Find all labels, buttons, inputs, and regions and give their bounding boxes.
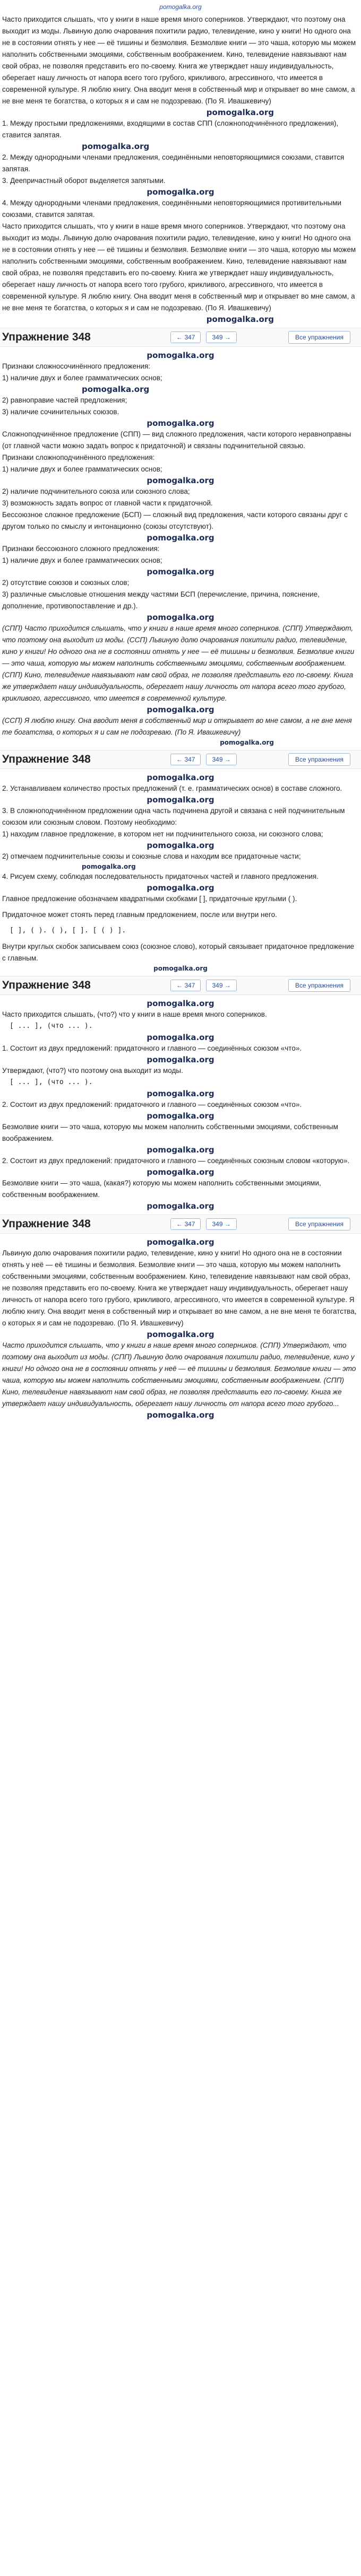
- paragraph: Придаточное может стоять перед главным предложением, после или внутри него.: [2, 911, 277, 919]
- paragraph: Главное предложение обозначаем квадратными скобками [ ], придаточные круглыми ( ).: [2, 895, 297, 903]
- paragraph: 4. Между однородными членами предложения, соединёнными неповторяющимися противительными союзами, ставится запятая.: [2, 199, 342, 219]
- watermark: pomogalka.org: [147, 533, 214, 543]
- watermark: pomogalka.org: [147, 351, 214, 360]
- paragraph: Признаки сложноподчинённого предложения:: [2, 453, 155, 461]
- scheme: [ ... ], (что ... ).: [10, 1022, 93, 1030]
- paragraph: (СПП) Часто приходится слышать, что у книги в наше время много соперников. (СПП) Утверждают, что поэтому она выходит из моды. (ССП) Львиную долю очарования похитили радио, телевидение, кино у книги! Но одного она не в состоянии отнять у нее — её тишины и безмолвия. Безмолвие книги — это чаша, которую мы можем наполнить собственными эмоциями, собственным воображением. (СПП) Кино, телевидение навязывают нам свой образ, не позволяя представить его по-своему. Книга же утверждает нашу индивидуальность, оберегает нашу личность от напора всего того грубого, крикливого, агрессивного, что имеется в современной культуре.: [2, 624, 355, 702]
- list-item: 3) наличие сочинительных союзов.: [2, 408, 119, 416]
- list-item: 2) наличие подчинительного союза или союзного слова;: [2, 487, 190, 495]
- watermark: pomogalka.org: [147, 187, 214, 197]
- section-analysis: [0, 998, 361, 1211]
- prev-exercise-button[interactable]: ← 347: [170, 754, 201, 765]
- exercise-title: Упражнение 348: [2, 1218, 91, 1230]
- paragraph: Признаки бессоюзного сложного предложения:: [2, 545, 160, 553]
- paragraph: 2. Состоит из двух предложений: придаточного и главного — соединённых союзом «что».: [2, 1101, 302, 1108]
- next-exercise-button[interactable]: 349 →: [206, 980, 236, 991]
- paragraph: Безмолвие книги — это чаша, (какая?) которую мы можем наполнить собственными эмоциями, собственным воображением.: [2, 1179, 321, 1199]
- watermark: pomogalka.org: [220, 739, 274, 746]
- paragraph: Львиную долю очарования похитили радио, телевидение, кино у книги! Но одного она не в состоянии отнять у неё — её тишины и безмолвия. Безмолвие книги — это чаша, которую мы можем наполнить собственными эмоциями, собственным воображением. Кино, телевидение навязывают нам свой образ, не позволяя представить его по-своему. Книга же утверждает нашу индивидуальность, оберегает нашу личность от напора всего того грубого, крикливого, агрессивного, что имеется в современной культуре. Я люблю книгу. Она вводит меня в собственный мир и открывает во мне самом, а не вне меня те богатства, о которых я и сам не подозреваю. (По Я. Ивашкевичу): [2, 1249, 357, 1327]
- list-item: 2) отмечаем подчинительные союзы и союзные слова и находим все придаточные части;: [2, 852, 301, 860]
- paragraph: Признаки сложносочинённого предложения:: [2, 362, 151, 370]
- paragraph: Безмолвие книги — это чаша, которую мы можем наполнить собственными эмоциями, собственным воображением.: [2, 1123, 338, 1142]
- paragraph: 2. Между однородными членами предложения, соединёнными неповторяющимися союзами, ставится запятая.: [2, 153, 345, 173]
- watermark: pomogalka.org: [147, 476, 214, 485]
- watermark: pomogalka.org: [147, 1330, 214, 1339]
- exercise-title: Упражнение 348: [2, 979, 91, 991]
- paragraph: Сложноподчинённое предложение (СПП) — вид сложного предложения, части которого неравноправны (от главной части можно задать вопрос к придаточной) и связаны подчинительной связью.: [2, 430, 351, 450]
- paragraph: 4. Рисуем схему, соблюдая последовательность придаточных частей и главного предложения.: [2, 872, 319, 880]
- watermark: pomogalka.org: [82, 863, 136, 870]
- watermark: pomogalka.org: [147, 1201, 214, 1211]
- next-exercise-button[interactable]: 349 →: [206, 1218, 236, 1230]
- watermark: pomogalka.org: [147, 418, 214, 428]
- scheme: [ ... ], (что ... ).: [10, 1078, 93, 1086]
- paragraph: 2. Устанавливаем количество простых предложений (т. е. грамматических основ) в составе сложного.: [2, 784, 342, 792]
- paragraph: 3. В сложноподчинённом предложении одна часть подчинена другой и связана с ней подчинительным союзом или союзным словом. Поэтому необходимо:: [2, 807, 345, 826]
- watermark: pomogalka.org: [147, 705, 214, 714]
- paragraph: 1. Между простыми предложениями, входящими в состав СПП (сложноподчинённого предложения), ставится запятая.: [2, 119, 339, 139]
- list-item: 1) наличие двух и более грамматических основ;: [2, 465, 162, 473]
- watermark: pomogalka.org: [147, 1410, 214, 1420]
- list-item: 1) наличие двух и более грамматических основ;: [2, 556, 162, 564]
- all-exercises-button[interactable]: Все упражнения: [288, 331, 350, 344]
- paragraph: 1. Состоит из двух предложений: придаточного и главного — соединённых союзом «что».: [2, 1044, 302, 1052]
- watermark: pomogalka.org: [147, 773, 214, 782]
- exercise-title: Упражнение 348: [2, 753, 91, 765]
- list-item: 2) отсутствие союзов и союзных слов;: [2, 579, 130, 587]
- watermark: pomogalka.org: [147, 795, 214, 805]
- site-header[interactable]: pomogalka.org: [159, 3, 202, 11]
- paragraph: (ССП) Я люблю книгу. Она вводит меня в собственный мир и открывает во мне самом, а не вне меня те богатства, о которых я и сам не подозреваю. (По Я. Ивашкевичу): [2, 717, 352, 736]
- section-method: [0, 772, 361, 973]
- paragraph: Часто приходится слышать, (что?) что у книги в наше время много соперников.: [2, 1010, 267, 1018]
- watermark: pomogalka.org: [147, 883, 214, 893]
- paragraph: Часто приходится слышать, что у книги в наше время много соперников. Утверждают, что поэтому она выходит из моды. Львиную долю очарования похитили радио, телевидение, кино у книги! Но одного она не в состоянии отнять у нее — её тишины и безмолвия. Безмолвие книги — это чаша, которую мы можем наполнить собственными эмоциями, собственным воображением. Кино, телевидение навязывают нам свой образ, не позволяя представить его по-своему. Книга же утверждает нашу индивидуальность, оберегает нашу личность от напора всего того грубого, крикливого, агрессивного, что имеется в современной культуре. Я люблю книгу. Она вводит меня в собственный мир и открывает во мне самом, а не вне меня те богатства, о которых я и сам не подозреваю. (По Я. Ивашкевичу): [2, 15, 356, 105]
- list-item: 3) возможность задать вопрос от главной части к придаточной.: [2, 499, 213, 507]
- list-item: 3) различные смысловые отношения между частями БСП (перечисление, причина, пояснение, дополнение, противопоставление и др.).: [2, 590, 320, 610]
- prev-exercise-button[interactable]: ← 347: [170, 331, 201, 343]
- watermark: pomogalka.org: [147, 613, 214, 622]
- all-exercises-button[interactable]: Все упражнения: [288, 1218, 350, 1230]
- watermark: pomogalka.org: [82, 385, 150, 394]
- exercise-nav: [0, 328, 361, 347]
- paragraph: 2. Состоит из двух предложений: придаточного и главного — соединённых союзным словом «которую».: [2, 1157, 350, 1165]
- list-item: 1) наличие двух и более грамматических основ;: [2, 374, 162, 382]
- exercise-nav: [0, 750, 361, 769]
- watermark: pomogalka.org: [147, 999, 214, 1008]
- scheme-examples: [ ], ( ). ( ), [ ]. [ ( ) ].: [10, 927, 126, 935]
- nav-arrows: [119, 754, 288, 765]
- watermark: pomogalka.org: [147, 1237, 214, 1247]
- watermark: pomogalka.org: [206, 315, 274, 324]
- list-item: 1) находим главное предложение, в котором нет ни подчинительного союза, ни союзного слова;: [2, 830, 323, 838]
- watermark: pomogalka.org: [147, 1055, 214, 1064]
- watermark: pomogalka.org: [147, 1089, 214, 1098]
- watermark: pomogalka.org: [147, 1145, 214, 1155]
- paragraph: Часто приходится слышать, что у книги в наше время много соперников. Утверждают, что поэтому она выходит из моды. Львиную долю очарования похитили радио, телевидение, кино у книги! Но одного она не в состоянии отнять у нее — её тишины и безмолвия. Безмолвие книги — это чаша, которую мы можем наполнить собственными эмоциями, собственным воображением. Кино, телевидение навязывают нам свой образ, не позволяя представить его по-своему. Книга же утверждает нашу индивидуальность, оберегает нашу личность от напора всего того грубого, крикливого, агрессивного, что имеется в современной культуре. Я люблю книгу. Она вводит меня в собственный мир и открывает во мне самом, а не вне меня те богатства, о которых я и сам не подозреваю. (По Я. Ивашкевичу): [2, 222, 356, 312]
- watermark: pomogalka.org: [147, 1033, 214, 1042]
- next-exercise-button[interactable]: 349 →: [206, 331, 236, 343]
- exercise-nav: [0, 1215, 361, 1234]
- paragraph: Часто приходится слышать, что у книги в наше время много соперников. (СПП) Утверждают, что поэтому она выходит из моды. (СПП) Львиную долю очарования похитили радио, телевидение, кино у книги! Но одного она не в состоянии отнять у неё — её тишины и безмолвия. Безмолвие книги — это чаша, которую мы можем наполнить собственными эмоциями, собственным воображением. (СПП) Кино, телевидение навязывают нам свой образ, не позволяя представить его по-своему. Книга же утверждает нашу индивидуальность, оберегает нашу личность от напора всего того грубого...: [2, 1341, 356, 1408]
- watermark: pomogalka.org: [147, 841, 214, 850]
- next-exercise-button[interactable]: 349 →: [206, 754, 236, 765]
- exercise-title: Упражнение 348: [2, 331, 91, 343]
- section-marked-text: [0, 1237, 361, 1420]
- paragraph: 3. Деепричастный оборот выделяется запятыми.: [2, 177, 166, 185]
- nav-arrows: [119, 331, 288, 343]
- paragraph: Внутри круглых скобок записываем союз (союзное слово), который связывает придаточное предложение с главным.: [2, 942, 355, 962]
- prev-exercise-button[interactable]: ← 347: [170, 980, 201, 991]
- paragraph: Утверждают, (что?) что поэтому она выходит из моды.: [2, 1067, 183, 1075]
- exercise-nav: [0, 976, 361, 995]
- watermark: pomogalka.org: [82, 142, 150, 151]
- watermark: pomogalka.org: [153, 965, 208, 972]
- nav-arrows: [119, 1218, 288, 1230]
- watermark: pomogalka.org: [147, 567, 214, 577]
- section-exercise-text: [0, 14, 361, 325]
- watermark: pomogalka.org: [206, 108, 274, 117]
- prev-exercise-button[interactable]: ← 347: [170, 1218, 201, 1230]
- all-exercises-button[interactable]: Все упражнения: [288, 753, 350, 766]
- all-exercises-button[interactable]: Все упражнения: [288, 979, 350, 992]
- nav-arrows: [119, 980, 288, 991]
- watermark: pomogalka.org: [147, 1167, 214, 1177]
- watermark: pomogalka.org: [147, 1111, 214, 1121]
- list-item: 2) равноправие частей предложения;: [2, 396, 127, 404]
- section-theory: [0, 350, 361, 747]
- paragraph: Бессоюзное сложное предложение (БСП) — сложный вид предложения, части которого связаны друг с другом только по смыслу и интонационно (союзы отсутствуют).: [2, 511, 348, 530]
